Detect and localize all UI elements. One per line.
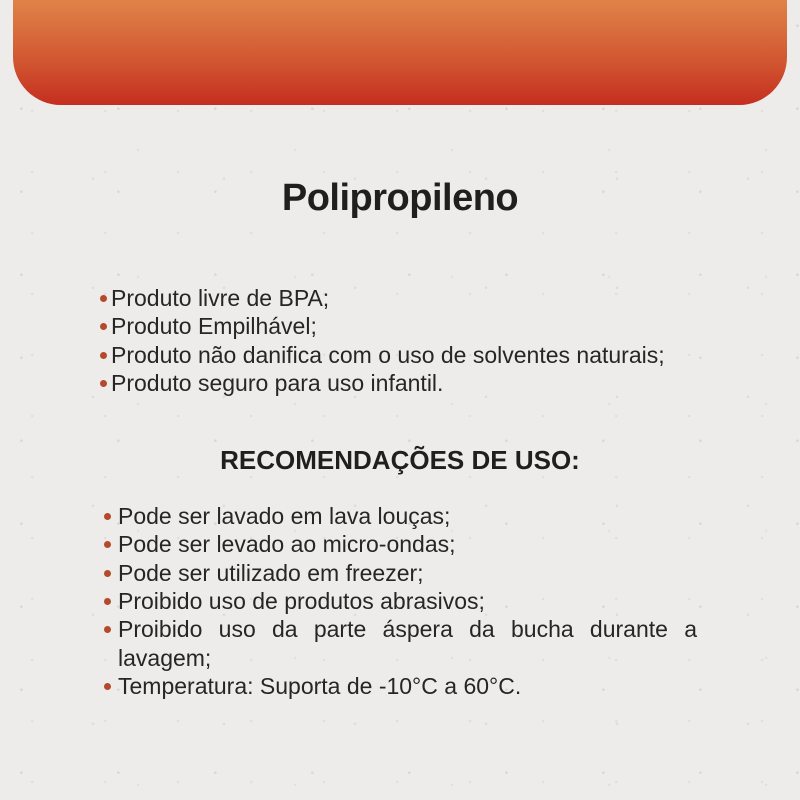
feature-text: Produto seguro para uso infantil. — [111, 369, 444, 396]
recommendation-text: Proibido uso de produtos abrasivos; — [118, 588, 485, 615]
bullet-icon — [104, 513, 111, 520]
recommendation-text: Pode ser utilizado em freezer; — [118, 559, 424, 586]
recommendation-text: Temperatura: Suporta de -10°C a 60°C. — [118, 672, 522, 699]
features-list — [0, 284, 800, 397]
recommendation-item — [104, 672, 697, 700]
feature-item — [100, 284, 697, 312]
bullet-icon — [104, 570, 111, 577]
feature-item — [100, 341, 697, 369]
recommendation-item — [104, 559, 697, 587]
recommendation-text: Pode ser levado ao micro-ondas; — [118, 531, 456, 558]
bullet-icon — [104, 598, 111, 605]
feature-item — [100, 312, 697, 340]
recommendation-item — [104, 530, 697, 558]
recommendation-text: Proibido uso da parte áspera da bucha durante a lavagem; — [118, 616, 697, 671]
bullet-icon — [100, 323, 107, 330]
recommendations-heading: RECOMENDAÇÕES DE USO: — [220, 445, 580, 476]
recommendation-text: Pode ser lavado em lava louças; — [118, 503, 451, 530]
bullet-icon — [104, 626, 111, 633]
recommendation-item — [104, 502, 697, 530]
page-title: Polipropileno — [281, 177, 519, 219]
recommendation-item — [104, 615, 697, 672]
bullet-icon — [100, 380, 107, 387]
bullet-icon — [104, 683, 111, 690]
bullet-icon — [104, 541, 111, 548]
feature-text: Produto livre de BPA; — [111, 285, 330, 311]
header-banner — [13, 0, 787, 105]
feature-text: Produto Empilhável; — [111, 313, 317, 340]
recommendation-item — [104, 587, 697, 615]
recommendations-list — [0, 502, 800, 700]
bullet-icon — [100, 295, 107, 302]
feature-item — [100, 369, 697, 397]
bullet-icon — [100, 352, 107, 359]
feature-text: Produto não danifica com o uso de solventes naturais; — [111, 341, 665, 368]
